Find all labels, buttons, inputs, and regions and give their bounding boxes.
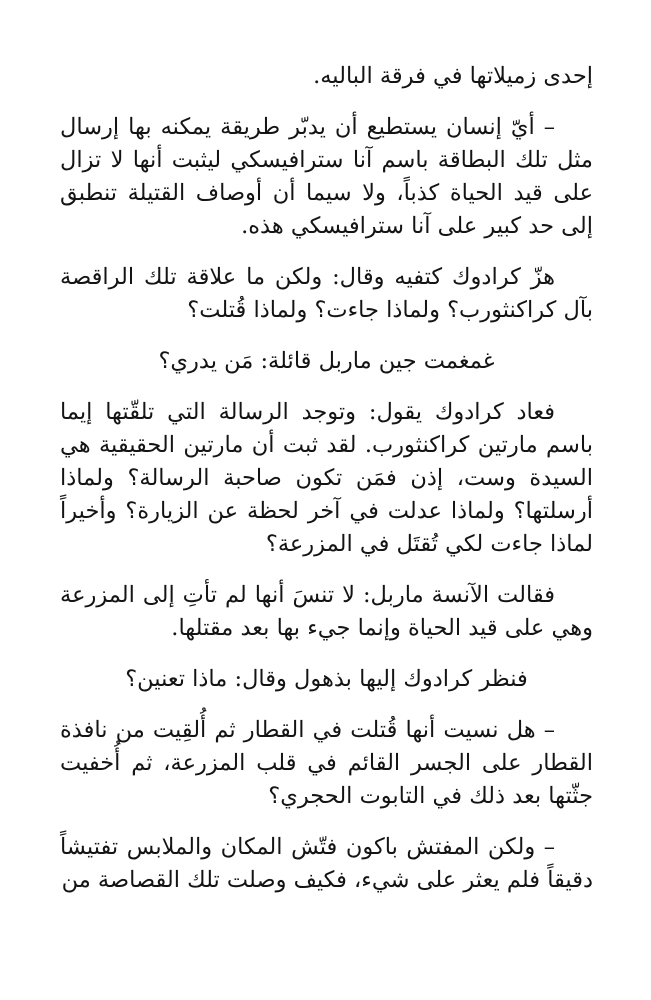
- paragraph-2: – أيّ إنسان يستطيع أن يدبّر طريقة يمكنه بها إرسال مثل تلك البطاقة باسم آنا سترافيسكي ليثبت أنها لا تزال على قيد الحياة كذباً، ولا سيما أن أوصاف القتيلة تنطبق إلى حد كبير على آنا سترافيسكي هذه.: [60, 114, 593, 239]
- paragraph-1: إحدى زميلاتها في فرقة الباليه.: [313, 63, 593, 89]
- paragraph-8: – هل نسيت أنها قُتلت في القطار ثم أُلقِيت من نافذة القطار على الجسر القائم في قلب المزرعة، ثم أُخفيت جثّتها بعد ذلك في التابوت الحجري؟: [60, 717, 593, 809]
- paragraph-7: فنظر كرادوك إليها بذهول وقال: ماذا تعنين؟: [125, 666, 528, 692]
- paragraph-3: هزّ كرادوك كتفيه وقال: ولكن ما علاقة تلك الراقصة بآل كراكنثورب؟ ولماذا جاءت؟ ولماذا قُتلت؟: [60, 264, 593, 323]
- paragraph-6: فقالت الآنسة ماربل: لا تنسَ أنها لم تأتِ إلى المزرعة وهي على قيد الحياة وإنما جيء بها بعد مقتلها.: [60, 582, 593, 641]
- paragraph-9: – ولكن المفتش باكون فتّش المكان والملابس تفتيشاً دقيقاً فلم يعثر على شيء، فكيف وصلت تلك القصاصة من: [60, 834, 593, 893]
- paragraph-4: غمغمت جين ماربل قائلة: مَن يدري؟: [158, 348, 495, 374]
- paragraph-5: فعاد كرادوك يقول: وتوجد الرسالة التي تلقّتها إيما باسم مارتين كراكنثورب. لقد ثبت أن مارتين الحقيقية هي السيدة وست، إذن فمَن تكون صاحبة الرسالة؟ ولماذا أرسلتها؟ ولماذا عدلت في آخر لحظة عن الزيارة؟ وأخيراً لماذا جاءت لكي تُقتَل في المزرعة؟: [60, 399, 593, 557]
